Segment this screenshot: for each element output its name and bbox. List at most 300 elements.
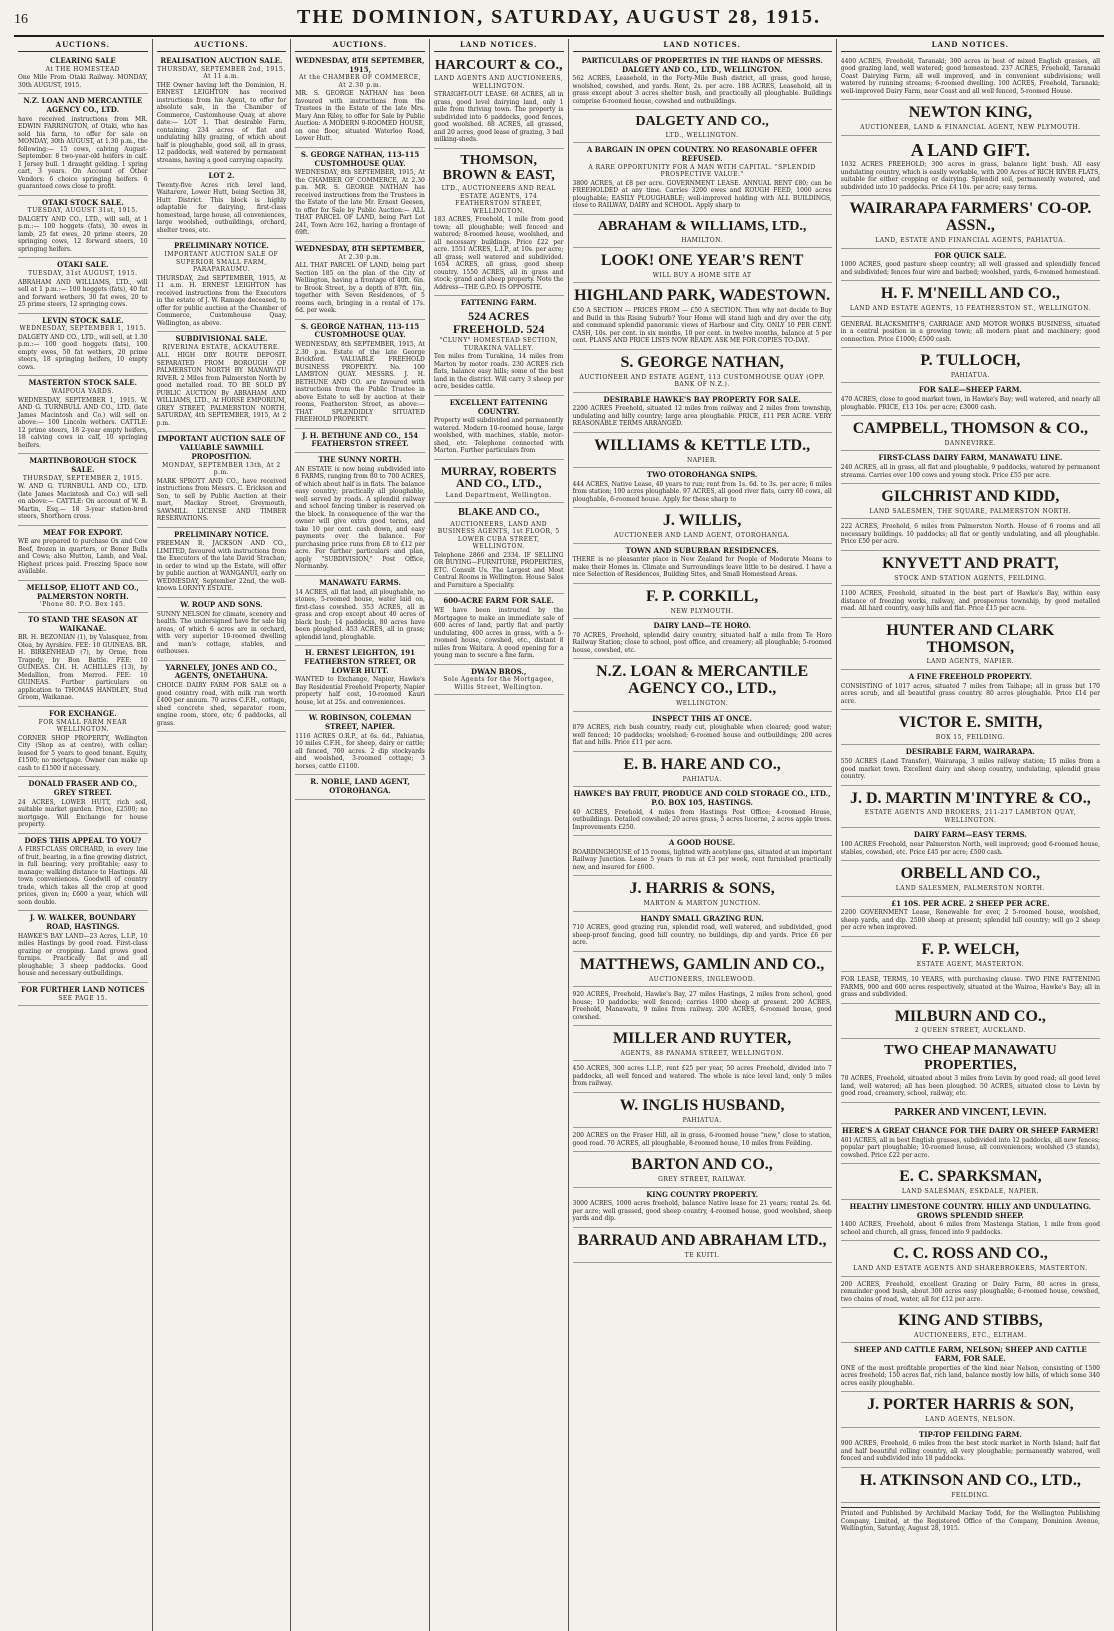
advertisement [434, 594, 564, 664]
advertisement [841, 670, 1100, 710]
ad-subtitle: AUCTIONEERS, LAND AND BUSINESS AGENTS, 1st FLOOR, 5 LOWER CUBA STREET, WELLINGTON. [437, 520, 560, 551]
ad-subtitle: "CLUNY" HOMESTEAD SECTION, TURAKINA VALLEY. [439, 337, 558, 352]
advertisement [573, 876, 832, 911]
ad-body-text: 2200 ACRES Freehold, situated 12 miles from railway and 2 miles from township, undulating and hilly country; large area ploughable. PRICE, £11 PER ACRE. VERY REASONABLE TERMS ARRANGED. [572, 405, 832, 428]
ad-title: SHEEP AND CATTLE FARM, NELSON; SHEEP AND CATTLE FARM, FOR SALE. [854, 1345, 1087, 1364]
ad-title: FATTENING FARM. [460, 298, 537, 308]
advertisement [841, 586, 1100, 618]
ad-title: FOR EXCHANGE. [48, 708, 117, 718]
ad-subtitle: DANNEVIRKE. [944, 439, 997, 447]
ad-title: MASTERTON STOCK SALE. [28, 378, 137, 388]
ad-subtitle: AUCTIONEER, LAND & FINANCIAL AGENT, NEW PLYMOUTH. [860, 124, 1081, 132]
ad-subtitle: At THE HOMESTEAD [45, 65, 120, 73]
ad-body-text: THERE is no pleasanter place in New Zealand for People of Moderate Means to make their Homes in. Climate and Surroundings leave little to be desired. I have a nice Selection of Residences, Building Sites, and Small Homestead Areas. [572, 556, 832, 579]
ad-body-text: 3800 ACRES, at £8 per acre. GOVERNMENT LEASE. ANNUAL RENT £80; can be FREEHOLDED at any time. Carries 3200 ewes and ROUGH FEED, 1000 acres ploughable; EASILY PLOUGHABLE; well-improved holding with ALL BUILDINGS, close to RAILWAY, DAIRY and SCHOOL. Apply sharp to [572, 179, 832, 210]
ad-body-text: THE Owner having left the Dominion, H. ERNEST LEIGHTON has received instructions from his Agent, to offer for absolute sale, in the Chamber of Commerce, Customhouse Quay, at above date:— LOT 1. That desirable Farm, containing 234 acres of flat and undulating hilly grazing, of which about half is ploughable, good soil, all in grass, 12 paddocks, well watered by permanent streams, having a good carrying capacity. [156, 81, 287, 164]
advertisement [295, 453, 425, 576]
ad-subtitle: LAND AGENTS, NAPIER. [926, 658, 1015, 666]
advertisement [841, 1468, 1100, 1503]
ad-body-text: SUNNY NELSON for climate, scenery and health. The undersigned have for sale big areas, of which 6 acres are in orchard, with very superior 10-roomed dwelling and man's cottage, stables, and outhouses. [156, 610, 287, 655]
advertiser-name: PARKER AND VINCENT, LEVIN. [894, 1106, 1047, 1118]
advertisement [18, 526, 148, 581]
advertiser-name: THOMSON, BROWN & EAST, [442, 152, 555, 183]
ad-title: DOES THIS APPEAL TO YOU? [24, 835, 142, 845]
advertiser-name: HARCOURT & CO., [434, 57, 563, 73]
ad-body-text: 40 ACRES, Freehold, 4 miles from Hastings Post Office; 4-roomed House, outbuildings. Detailed cowshed; 20 acres grass, 5 acres lucerne, 2 acres apple trees. Improvements £250. [572, 808, 832, 831]
advertisement [841, 1277, 1100, 1309]
advertisement [573, 468, 832, 508]
advertiser-name: KING AND STIBBS, [898, 1312, 1043, 1330]
advertisement [157, 239, 287, 332]
ad-body-text: 1116 ACRES O.R.P., at 6s. 6d., Pahiatua, 10 miles C.F.H., for sheep, dairy or cattle; all fenced, 700 acres. 2 dip stockyards and woolshed, 3-roomed cottage; 3 horses, cattle £1100. [295, 732, 425, 770]
advertisement [573, 54, 832, 111]
column-heading: LAND NOTICES. [841, 41, 1100, 52]
ad-subtitle: PAHIATUA. [682, 1116, 722, 1124]
ad-title: S. GEORGE NATHAN, 113-115 CUSTOMHOUSE QUAY. [300, 149, 420, 168]
ad-title: OTAKI STOCK SALE. [41, 197, 124, 207]
advertisement [841, 972, 1100, 1004]
ad-title: FIRST-CLASS DAIRY FARM, MANAWATU LINE. [878, 453, 1063, 463]
ad-subtitle: TE KUITI. [684, 1251, 720, 1259]
page-number: 16 [14, 12, 28, 27]
ad-subtitle: Sole Agents for the Mortgagee, Willis Street, Wellington. [443, 676, 555, 691]
column-auctions-3 [291, 39, 430, 1631]
ad-title: THE SUNNY NORTH. [318, 455, 402, 464]
advertisement [841, 828, 1100, 861]
ad-title: W. ROUP AND SONS. [180, 599, 263, 609]
advertisement [295, 242, 425, 320]
ad-title: HERE'S A GREAT CHANCE FOR THE DAIRY OR SHEEP FARMER! [842, 1126, 1099, 1136]
ad-title: TO STAND THE SEASON AT WAIKANAE. [28, 614, 138, 633]
advertisement [573, 1152, 832, 1187]
ad-subtitle: A RARE OPPORTUNITY FOR A MAN WITH CAPITAL. "SPLENDID PROSPECTIVE VALUE." [588, 163, 816, 179]
ad-subtitle: 'Phone 80. P.O. Box 145. [39, 601, 126, 609]
advertisement [841, 1124, 1100, 1164]
advertisement [573, 787, 832, 836]
ad-subtitle: MONDAY, SEPTEMBER 13th, At 2 p.m. [162, 461, 281, 476]
advertisement [841, 897, 1100, 937]
column-heading: LAND NOTICES. [434, 41, 564, 52]
advertisement [295, 775, 425, 800]
ad-title: TWO OTOROHANGA SNIPS. [646, 470, 758, 480]
ad-title: CLEARING SALE [49, 55, 116, 65]
ad-title: DWAN BROS., [471, 666, 527, 676]
ad-title: DONALD FRASER AND CO., GREY STREET. [28, 779, 138, 797]
ad-title: HAWKE'S BAY FRUIT, PRODUCE AND COLD STORAGE CO., LTD., P.O. BOX 105, HASTINGS. [573, 789, 831, 807]
advertiser-name: HIGHLAND PARK, WADESTOWN. [574, 287, 831, 305]
ad-subtitle: LAND SALESMEN, PALMERSTON NORTH. [895, 885, 1045, 892]
advertisement [157, 598, 287, 661]
advertisement [573, 544, 832, 584]
advertisement [434, 503, 564, 594]
ad-subtitle: Land Department, Wellington. [445, 491, 552, 499]
advertisement [841, 1004, 1100, 1039]
advertisement [573, 836, 832, 876]
ad-body-text: 1000 ACRES, good pasture sheep country; all well grassed and splendidly fenced and subdivided; fences four wire and barbed; woolshed, yards, 6-roomed homestead. [840, 261, 1100, 276]
ad-body-text: WANTED to Exchange, Napier, Hawke's Bay Residential Freehold Property, Napier property half cost, 10-roomed Kauri house, let at 25s. and conveniences. [295, 676, 425, 706]
ad-body-text: 401 ACRES, all in best English grasses, subdivided into 12 paddocks, all new fences; popular part ploughable; 10-roomed house, all conveniences; woolshed (3 stands), cowshed. Price £22 per acre. [840, 1136, 1100, 1159]
advertisement [295, 576, 425, 646]
ad-title: HEALTHY LIMESTONE COUNTRY. HILLY AND UNDULATING. GROWS SPLENDID SHEEP. [849, 1201, 1092, 1220]
advertisement [157, 332, 287, 432]
ad-body-text: 444 ACRES, Native Lease, 40 years to run; rent from 1s. 6d. to 3s. per acre; 6 miles from station; 100 acres ploughable. 97 ACRES, all good river flats, carry 60 cows, all ploughable, 6-roomed house. Apply for these sharp to [572, 480, 832, 503]
advertisement [434, 665, 564, 696]
column-land-notices-3 [837, 39, 1104, 1631]
ad-subtitle: LTD., WELLINGTON. [665, 131, 739, 139]
advertisement [157, 54, 287, 169]
ad-subtitle: STOCK AND STATION AGENTS, FEILDING. [894, 574, 1047, 582]
advertisement [295, 711, 425, 775]
ad-subtitle: RIVERINA ESTATE, ACKAUTERE. [162, 343, 281, 351]
ad-title: DESIRABLE FARM, WAIRARAPA. [905, 747, 1035, 757]
ad-body-text: One Mile From Otaki Railway. MONDAY, 30th AUGUST, 1915. [18, 74, 148, 89]
advertisement [18, 454, 148, 526]
ad-body-text: 920 ACRES, Freehold, Hawke's Bay, 27 miles Hastings, 2 miles from school, good house; 10 paddocks; well fenced; carries 1800 sheep at present. 200 ACRES, Freehold, Manawatu, 9 miles from railway. 200 ACRES, 6-roomed house, good cowshed. [572, 991, 832, 1021]
ad-title: MELLSOP, ELIOTT AND CO., PALMERSTON NORTH. [26, 582, 139, 601]
ad-title: S. GEORGE NATHAN, 113-115 CUSTOMHOUSE QUAY. [300, 321, 420, 340]
advertisement [841, 1392, 1100, 1427]
ad-body-text: 1032 ACRES FREEHOLD; 300 acres in grass, balance light bush. All easy undulating country, which is easily workable, with 200 Acres of RICH RIVER FLATS, suitable for either cropping or dairying. Splendid soil, permanently watered, and subdivided into 10 paddocks. Price £4 10s. per acre; easy terms. [840, 161, 1100, 191]
ad-subtitle: FEILDING. [951, 1491, 990, 1499]
advertiser-name: S. GEORGE NATHAN, [620, 353, 784, 371]
ad-body-text: CORNER SHOP PROPERTY, Wellington City (Shop as at centre), with cellar; leased for 5 years to good tenant. Equity, £1500; no mortgage. Owner can make up cash to £1500 if necessary. [18, 734, 148, 772]
ad-body-text: BOARDINGHOUSE of 15 rooms, lighted with acetylene gas, situated at an important Railway Junction. Lease 5 years to run at £3 per week, rent furnished practically new, and insured for £600. [572, 848, 832, 871]
advertiser-name: F. P. CORKILL, [646, 587, 759, 605]
ad-body-text: 710 ACRES, good grazing run, splendid road, well watered, and subdivided, good sheep-proof fencing, good hill country, no buildings, dip and yards. Price £6 per acre. [572, 924, 832, 947]
advertiser-name: H. F. M'NEILL AND CO., [880, 285, 1060, 303]
advertiser-name: KNYVETT AND PRATT, [882, 554, 1059, 572]
ad-subtitle: At 2.30 p.m. [338, 253, 382, 261]
advertisement [573, 433, 832, 468]
advertiser-name: LOOK! ONE YEAR'S RENT [600, 252, 804, 270]
advertisement [18, 258, 148, 313]
ad-subtitle: LAND AND ESTATE AGENTS AND SHAREBROKERS, MASTERTON. [853, 1265, 1088, 1273]
advertisement [841, 710, 1100, 745]
ad-body-text: 70 ACRES, Freehold, situated about 3 miles from Levin by good road; all good level land, well watered; all has been ploughed. 50 ACRES, situated close to Levin by good road, creamery, school, railway, etc. [840, 1075, 1100, 1098]
ad-subtitle: AUCTIONEERS, INGLEWOOD. [648, 975, 756, 983]
ad-body-text: CONSISTING of 1017 acres, situated 7 miles from Taihape; all in grass but 170 acres scrub, and all beautiful grass country. 80 acres ploughable. Price £14 per acre. [840, 682, 1100, 705]
ad-title: OTAKI SALE. [57, 260, 109, 270]
ad-subtitle: AUCTIONEER AND LAND AGENT, OTOROHANGA. [614, 532, 791, 540]
ad-title: IMPORTANT AUCTION SALE OF VALUABLE SAWMILL PROPOSITION. [157, 434, 286, 461]
ad-subtitle: FOR SMALL FARM NEAR WELLINGTON. [38, 718, 128, 733]
advertisement [841, 551, 1100, 586]
ad-title: £1 10S. PER ACRE. 2 SHEEP PER ACRE. [891, 898, 1050, 908]
advertisement [841, 1103, 1100, 1125]
advertisement [573, 143, 832, 215]
advertisement [157, 169, 287, 239]
advertisement [573, 912, 832, 952]
advertiser-name: J. WILLIS, [662, 512, 742, 530]
advertiser-name: E. B. HARE AND CO., [623, 755, 781, 773]
advertisement [295, 429, 425, 454]
advertiser-name: MURRAY, ROBERTS AND CO., LTD., [440, 463, 557, 491]
advertisement [18, 777, 148, 834]
advertisement [573, 508, 832, 543]
ad-title: TOWN AND SUBURBAN RESIDENCES. [625, 545, 779, 555]
ad-title: FOR QUICK SALE. [934, 250, 1007, 260]
advertisement [434, 149, 564, 296]
advertisement [841, 861, 1100, 896]
ad-body-text: STRAIGHT-OUT LEASE. 68 ACRES, all in grass, good level dairying land, only 1 mile from thriving town. The property is subdivided into 6 paddocks, good fences, good woolshed. 88 ACRES, all grassed, and 20 acres, good lease of grazing, 3 bail milking-sheds. [433, 91, 564, 144]
advertisement [841, 416, 1100, 451]
advertisement [434, 296, 564, 395]
ad-body-text: 550 ACRES (Land Transfer), Wairarapa, 3 miles railway station; 15 miles from a good market town. Excellent dairy and sheep country, undulating, splendid grass country. [840, 758, 1100, 781]
advertiser-name: HUNTER AND CLARK THOMSON, [886, 621, 1055, 656]
ad-title: A FINE FREEHOLD PROPERTY. [908, 671, 1032, 681]
advertiser-name: J. PORTER HARRIS & SON, [867, 1396, 1074, 1414]
ad-body-text: GENERAL BLACKSMITH'S, CARRIAGE AND MOTOR WORKS BUSINESS, situated in a central position in a growing town; all modern plant and machinery; good connection. Price £1000; £500 cash. [840, 320, 1100, 343]
advertisement [573, 584, 832, 619]
ad-subtitle: LAND, ESTATE AND FINANCIAL AGENTS, PAHIATUA. [875, 237, 1066, 245]
ad-subtitle: LAND AND ESTATE AGENTS, 15 FEATHERSTON ST., WELLINGTON. [849, 305, 1091, 313]
column-heading: LAND NOTICES. [573, 41, 832, 52]
ad-title: WEDNESDAY, 8TH SEPTEMBER, [295, 243, 425, 253]
advertiser-name: E. C. SPARKSMAN, [899, 1168, 1042, 1186]
ad-body-text: 240 ACRES, all in grass, all flat and ploughable, 9 paddocks, watered by permanent streams. Carries over 100 cows and young stock. Price £55 per acre. [840, 464, 1100, 479]
advertisement [157, 432, 287, 527]
advertisement [18, 707, 148, 777]
advertisement [841, 519, 1100, 551]
ad-title: H. ERNEST LEIGHTON, 191 FEATHERSTON STREET, OR LOWER HUTT. [304, 648, 416, 675]
advertiser-name: GILCHRIST AND KIDD, [881, 488, 1060, 506]
ad-body-text: WEDNESDAY, 8th SEPTEMBER, 1915, At 2.30 p.m. Estate of the late George Brickford. VALUABLE FREEHOLD BUSINESS PROPERTY. No. 100 LAMBTON QUAY. MESSRS. J. H. BETHUNE AND CO. are favoured with instructions from the Public Trustee in above Estate to sell by auction at their rooms, Featherston Street, as above:— THAT SPLENDIDLY SITUATED FREEHOLD PROPERTY. [295, 341, 425, 423]
advertisement [841, 136, 1100, 197]
advertisement [573, 283, 832, 349]
ad-title: LEVIN STOCK SALE. [42, 315, 124, 325]
ad-subtitle: At the CHAMBER OF COMMERCE, At 2.30 p.m. [299, 74, 421, 89]
advertiser-name: BARRAUD AND ABRAHAM LTD., [577, 1231, 827, 1249]
ad-body-text: ABRAHAM AND WILLIAMS, LTD., will sell at 1 p.m.:— 100 hoggets (fats), 40 fat and forward wethers, 30 fat ewes, 20 to 25 prime steers, 12 springing cows. [18, 278, 148, 308]
ad-body-text: WE are prepared to purchase Ox and Cow Beef, frozen in quarters, or Boner Bulls and Cows; also Mutton, Lamb, and Veal. Highest prices paid. Freezing Space now available. [18, 538, 148, 576]
ad-body-text: 450 ACRES, 300 acres L.I.P., rent £25 per year, 50 acres Freehold, divided into 7 paddocks, all well fenced and watered. The whole is nice level land, only 5 miles from railway. [572, 1065, 832, 1088]
advertiser-name: WILLIAMS & KETTLE LTD., [594, 436, 811, 454]
advertisement [573, 248, 832, 283]
ad-title: PRELIMINARY NOTICE. [174, 241, 269, 251]
ad-subtitle: WAIPOUA YARDS. [51, 388, 115, 395]
ad-body-text: 222 ACRES, Freehold, 6 miles from Palmerston North. House of 6 rooms and all necessary buildings. 10 paddocks; all flat or gently undulating, and all ploughable. Price £50 per acre. [840, 523, 1100, 546]
ad-body-text: 200 ACRES on the Fraser Hill, all in grass, 6-roomed house "new," close to station, good road. 70 ACRES, all ploughable, 8-roomed house, 10 miles from Feilding. [572, 1132, 832, 1147]
advertiser-name: MATTHEWS, GAMLIN AND CO., [580, 955, 825, 973]
advertisement [573, 350, 832, 393]
ad-title: DAIRY FARM—EASY TERMS. [913, 830, 1027, 840]
ad-title: PARTICULARS OF PROPERTIES IN THE HANDS OF MESSRS. DALGETY AND CO., LTD., WELLINGTON. [581, 55, 823, 74]
advertisement [573, 1061, 832, 1093]
ad-subtitle: WEDNESDAY, SEPTEMBER 1, 1915. [19, 325, 147, 333]
ad-title: TIP-TOP FEILDING FARM. [918, 1429, 1022, 1439]
ad-title: MARTINBOROUGH STOCK SALE. [29, 456, 137, 474]
advertisement [841, 196, 1100, 248]
ad-subtitle: HAMILTON. [681, 236, 724, 244]
ad-title: MEAT FOR EXPORT. [42, 527, 123, 537]
ad-subtitle: AUCTIONEER AND ESTATE AGENT, 113 CUSTOMHOUSE QUAY (OPP. BANK OF N.Z.). [579, 373, 825, 389]
advertisement [18, 94, 148, 196]
ad-subtitle: TUESDAY, 31st AUGUST, 1915. [28, 270, 138, 277]
advertisement [841, 1308, 1100, 1343]
advertiser-name: CAMPBELL, THOMSON & CO., [852, 420, 1089, 438]
advertisement [18, 834, 148, 912]
ad-subtitle: PAHIATUA. [950, 371, 990, 379]
ad-subtitle: WILL BUY A HOME SITE AT [652, 271, 752, 279]
advertisement [295, 148, 425, 242]
ad-title: HANDY SMALL GRAZING RUN. [640, 913, 764, 923]
advertisement [841, 317, 1100, 349]
ad-title: DESIRABLE HAWKE'S BAY PROPERTY FOR SALE. [603, 394, 801, 404]
advertisement [841, 1200, 1100, 1242]
advertisement [841, 1343, 1100, 1392]
column-auctions-1 [14, 39, 153, 1631]
advertisement [841, 1428, 1100, 1468]
ad-title: J. W. WALKER, BOUNDARY ROAD, HASTINGS. [29, 913, 136, 931]
ad-subtitle: LAND AGENTS, NELSON. [925, 1416, 1016, 1424]
ad-title: SUBDIVISIONAL SALE. [175, 334, 268, 343]
ad-body-text: ALL THAT PARCEL OF LAND, being part Section 185 on the plan of the City of Wellington, having a frontage of 40ft. 6in. to Brook Street, by a depth of 87ft. 6in., together with Seven Residences, of 5 rooms each, bringing in a rental of 17s. 6d. per week. [295, 262, 425, 314]
ad-body-text: 200 ACRES, Freehold, excellent Grazing or Dairy Farm, 80 acres in grass, remainder good bush, about 300 acres easy ploughable; 6-roomed house, cowshed, two chains of road, water, all for £12 per acre. [840, 1280, 1100, 1303]
advertisement [157, 528, 287, 598]
advertisement [573, 752, 832, 787]
ad-subtitle: NAPIER. [686, 456, 718, 464]
advertisement [841, 383, 1100, 416]
ad-subtitle: LAND SALESMAN, ESKDALE, NAPIER. [901, 1188, 1039, 1196]
advertisement [841, 54, 1100, 101]
ad-title: EXCELLENT FATTENING COUNTRY. [449, 397, 548, 416]
ad-title: FOR FURTHER LAND NOTICES [20, 984, 145, 994]
advertiser-name: ORBELL AND CO., [900, 865, 1041, 883]
advertisement [573, 659, 832, 711]
advertisement [841, 745, 1100, 785]
ad-body-text: BR. H. BEZONIAN (1), by Valasquez, from Olea, by Ayrshire. FEE: 10 GUINEAS. BR. H. BIRKENHEAD (7), by Orme, from Tragedy, by Bon Battle. FEE: 10 GUINEAS. CH. H. ACHILLES (13), by Medallion, from Merrod. FEE: 10 GUINEAS. Further particulars on application to THOMAS HANDLEY, Stud Groom, Waikanae. [18, 634, 148, 702]
advertisement [18, 314, 148, 377]
advertisement [841, 937, 1100, 972]
column-heading: AUCTIONS. [18, 41, 148, 52]
advertiser-name: C. C. ROSS AND CO., [893, 1245, 1048, 1263]
column-heading: AUCTIONS. [157, 41, 287, 52]
advertisement [573, 619, 832, 659]
ad-body-text: 14 ACRES, all flat land, all ploughable, no stones, 5-roomed house, water laid on, first-class cowshed. 353 ACRES, all in grass and crop except about 40 acres of black bush; 14 paddocks, 80 acres have been ploughed. 453 ACRES, all in grass; splendid land, ploughable. [295, 588, 425, 641]
advertisement [841, 1241, 1100, 1276]
ad-body-text: AN ESTATE is now being subdivided into 8 FARMS, ranging from 80 to 700 ACRES, of which about half is in flats. The balance easy country; practically all ploughable, well served by roads. A splendid railway and school fencing timber is reserved on the block. In consequence of the war the owner will give extra good terms, and take 10 per cent. cash down, and easy payments over the balance. For purchasing price runs from £8 to £12 per acre. For further particulars and plan, apply "SUBDIVISION," Post Office, Normanby. [295, 465, 425, 571]
advertisement [295, 646, 425, 711]
ad-body-text: 470 ACRES, close to good market town, in Hawke's Bay; well watered, and nearly all ploughable. PRICE, £13 10s. per acre; £3000 cash. [840, 396, 1100, 411]
ad-body-text: £50 A SECTION — PRICES FROM — £50 A SECTION. Then why not decide to Buy and Build in this Rising Suburb? Your Home will stand high and dry over the city, and command splendid panoramic views of Harbour and City. ONLY 10 PER CENT. CASH, 10s. per cent. in six months, 10 per cent. in twelve months, balance at 5 per cent. PLANS AND PRICE LISTS NOW READY. ASK ME FOR COPIES TO-DAY. [572, 307, 832, 345]
ad-body-text: WEDNESDAY, SEPTEMBER 1, 1915. W. AND G. TURNBULL AND CO., LTD. (late James Macintosh and Co.) will sell on above:— 100 Lincoln wethers. CATTLE: 12 prime steers, 18 2-year empty heifers, 18 calving cows in calf, 10 springing heifers. [18, 396, 148, 449]
ad-body-text: ALL HIGH DRY ROUTE DEPOSIT. SEPARATED FROM BOROUGH OF PALMERSTON NORTH BY MANAWATU RIVER. 2 Miles from Palmerston North by good metalled road. TO BE SOLD BY PUBLIC AUCTION By ABRAHAM AND WILLIAMS, LTD., At HORSE EMPORIUM, GREY STREET, PALMERSTON NORTH, SATURDAY, 4th SEPTEMBER, 1915, At 2 p.m. [156, 352, 287, 427]
ad-title: LOT 2. [208, 171, 235, 180]
advertisement [841, 100, 1100, 135]
advertisement [18, 911, 148, 983]
ad-title: YARNELEY, JONES AND CO., AGENTS, ONETAHUNA. [165, 662, 278, 681]
advertisement [18, 581, 148, 613]
advertiser-name: MILLER AND RUYTER, [613, 1030, 792, 1048]
ad-body-text: CHOICE DAIRY FARM FOR SALE on a good country road, with milk run worth £400 per annum. 70 acres C.F.H., cottage, shed concrete shed, separator room, engine room, store, etc; 6 paddocks, all grass. [156, 682, 287, 727]
advertisement [841, 1164, 1100, 1199]
advertisement [841, 451, 1100, 484]
advertisement [18, 376, 148, 454]
advertiser-name: NEWTON KING, [908, 104, 1033, 122]
ad-title: J. H. BETHUNE AND CO., 154 FEATHERSTON STREET. [302, 430, 419, 449]
ad-body-text: 2200 GOVERNMENT Lease, Renewable for ever, 2 5-roomed house, woolshed, sheep yards, and dip. 2500 sheep at present; splendid hill country; will go 2 sheep per acre when improved. [840, 909, 1100, 932]
ad-subtitle: SEE PAGE 15. [58, 994, 108, 1002]
masthead [14, 6, 1104, 37]
advertisement [18, 54, 148, 94]
ad-title: A GOOD HOUSE. [669, 838, 736, 848]
ad-subtitle: 2 QUEEN STREET, AUCKLAND. [914, 1027, 1026, 1035]
advertiser-name: F. P. WELCH, [921, 940, 1020, 958]
paper-title: THE DOMINION, SATURDAY, AUGUST 28, 1915. [297, 6, 821, 28]
advertisement [573, 1228, 832, 1263]
ad-body-text: DALGETY AND CO., LTD., will sell, at 1.30 p.m.:— 100 good hoggets (fats), 100 empty ewes, 50 fat wethers, 20 prime steers, 18 springing heifers, 10 empty cows. [18, 333, 148, 371]
advertisement [573, 952, 832, 987]
advertiser-name: BLAKE AND CO., [458, 507, 540, 519]
ad-body-text: Twenty-five Acres rich level land, Waitarere, Lower Hutt, being Section 38, Hutt District. This block is highly adaptable for dairying, first-class homestead, large house, all conveniences, large woolshed, outbuildings, orchard, shelter trees, etc. [156, 181, 287, 234]
advertisement [573, 215, 832, 248]
column-container [14, 39, 1104, 1631]
advertisement [18, 983, 148, 1006]
advertisement [841, 618, 1100, 670]
ad-body-text: MARK SPROTT AND CO., have received instructions from Messrs. C. Erickson and Son, to sell by Public Auction at their mart, Mackay Street, Greymouth, SAWMILL LICENSE AND TIMBER RESERVATIONS. [156, 477, 287, 522]
ad-subtitle: AGENTS, 88 PANAMA STREET, WELLINGTON. [620, 1049, 784, 1057]
ad-body-text: FOR LEASE, TERMS, 10 YEARS, with purchasing clause. TWO FINE FATTENING FARMS, 900 and 600 acres respectively, situated at the Wairoa, Hawke's Bay; all in grass and subdivided. [840, 976, 1100, 999]
ad-subtitle: MARTON & MARTON JUNCTION. [643, 900, 761, 908]
advertiser-name: TWO CHEAP MANAWATU PROPERTIES, [884, 1042, 1057, 1073]
ad-body-text: DALGETY AND CO., LTD., will sell, at 1 p.m.:— 100 hoggets (fats), 30 ewes in lamb, 25 fat ewes, 20 prime steers, 20 springing cows, 12 forward steers, 10 springing heifers. [18, 215, 148, 253]
advertiser-name: BARTON AND CO., [631, 1156, 773, 1174]
advertisement [434, 54, 564, 149]
advertiser-name: MILBURN AND CO., [894, 1007, 1046, 1025]
advertiser-name: J. D. MARTIN M'INTYRE & CO., [849, 789, 1091, 807]
ad-body-text: 1400 ACRES, Freehold, about 6 miles from Mastenga Station, 1 mile from good school and church, all grass, fenced into 9 paddocks. [840, 1221, 1100, 1236]
column-auctions-2 [153, 39, 292, 1631]
ad-body-text: HAWKE'S BAY LAND—23 Acres, L.I.P., 10 miles Hastings by good road. First-class grazing or cropping. Land grows good turnips. Practically flat and all ploughable; 3 sheep paddocks. Good house and necessary outbuildings. [18, 932, 148, 978]
ad-subtitle: LAND AGENTS AND AUCTIONEERS, WELLINGTON. [434, 75, 564, 90]
ad-body-text: MR. S. GEORGE NATHAN has been favoured with instructions from the Trustees in the Estate of the late Mrs. Mary Ann Riley, to offer for Sale by Public Auction: A MODERN 9-ROOMED HOUSE, on one floor, situated Waterloo Road, Lower Hutt. [295, 90, 425, 143]
ad-subtitle: THURSDAY, SEPTEMBER 2nd, 1915. At 11 a.m. [157, 65, 286, 80]
ad-body-text: WEDNESDAY, 8th SEPTEMBER, 1915, At the CHAMBER OF COMMERCE, At 2.30 p.m. MR. S. GEORGE NATHAN has received instructions from the Trustees in the Estate of the late Mr. Ernest Geesen, to offer for Sale by Public Auction:— ALL THAT PARCEL OF LAND, being Part Lot 241, Town Acre 162, having a frontage of 69ft. [295, 169, 425, 237]
advertisement [841, 281, 1100, 316]
advertisement [18, 196, 148, 259]
advertiser-name: J. HARRIS & SONS, [629, 880, 775, 898]
ad-body-text: 879 ACRES, rich bush country, ready cut, ploughable when cleared; good water; well fenced; 10 paddocks; woolshed; 6-roomed house and outbuildings; 200 acres flat and hills. Price £11 per acre. [572, 724, 832, 747]
advertisement [841, 1039, 1100, 1103]
column-heading: AUCTIONS. [295, 41, 425, 52]
ad-title: DAIRY LAND—TE HORO. [653, 621, 751, 631]
advertiser-name: P. TULLOCH, [920, 352, 1021, 370]
ad-subtitle: BOX 15, FEILDING. [935, 733, 1006, 741]
column-land-notices-1 [430, 39, 569, 1631]
ad-subtitle: TUESDAY, AUGUST 31st, 1915. [27, 207, 138, 215]
ad-body-text: FREEMAN R. JACKSON AND CO., LIMITED, favoured with instructions from the Executors of the late David Strachan, in order to wind up the Estate, will offer by public auction at WANGANUI, early on WEDNESDAY, September 22nd, the well-known LORNTY ESTATE. [156, 540, 287, 593]
ad-body-text: W. AND G. TURNBULL AND CO., LTD. (late James Macintosh and Co.) will sell on above:— CATTLE: On account of W. B. Martin, Esq.— 18 3-year station-bred steers, Shorthorn cross. [18, 483, 148, 520]
ad-body-text: 3000 ACRES, 1000 acres freehold, balance Native lease for 21 years; rental 2s. 6d. per acre; well grassed, good sheep country, 4-roomed house, good woolshed, sheep yards and dip. [572, 1200, 832, 1223]
advertisement [573, 1026, 832, 1061]
ad-body-text: Property well subdivided and permanently watered. Modern 10-roomed house, large woolshed, with machines, stable, motor-shed, etc. Telephone connected with Marton. Further particulars from [433, 417, 564, 455]
advertisement [841, 348, 1100, 383]
ad-title: N.Z. LOAN AND MERCANTILE AGENCY CO., LTD. [23, 96, 143, 114]
ad-body-text: THURSDAY, 2nd SEPTEMBER, 1915, At 11 a.m. H. ERNEST LEIGHTON has received instructions from the Executors in the estate of J. W. Ramage deceased, to offer for public auction at the Chamber of Commerce, Customhouse Quay, Wellington, as above. [156, 274, 287, 327]
imprint-footer: Printed and Published by Archibald Mackay Todd, for the Wellington Publishing Company, Limited, at the Registered Office of the Company, Dominion Avenue, Wellington, Saturday, August 28, 1915. [841, 1507, 1100, 1533]
ad-subtitle: THURSDAY, SEPTEMBER 2, 1915. [22, 474, 143, 482]
ad-subtitle: LTD., AUCTIONEERS AND REAL ESTATE AGENTS, 174 FEATHERSTON STREET, WELLINGTON. [441, 185, 556, 215]
ad-title: KING COUNTRY PROPERTY. [646, 1189, 759, 1199]
advertisement [295, 54, 425, 148]
advertiser-name: VICTOR E. SMITH, [898, 714, 1043, 732]
ad-body-text: 100 ACRES Freehold, near Palmerston North, well improved; good 6-roomed house, stables, cowshed, etc. Price £45 per acre; £500 cash. [840, 841, 1100, 856]
ad-title: WEDNESDAY, 8TH SEPTEMBER, 1915, [295, 55, 425, 74]
advertisement [434, 396, 564, 460]
column-land-notices-2 [569, 39, 837, 1631]
ad-title: FOR SALE—SHEEP FARM. [918, 385, 1022, 395]
advertiser-name: 524 ACRES FREEHOLD. 524 [453, 309, 545, 336]
